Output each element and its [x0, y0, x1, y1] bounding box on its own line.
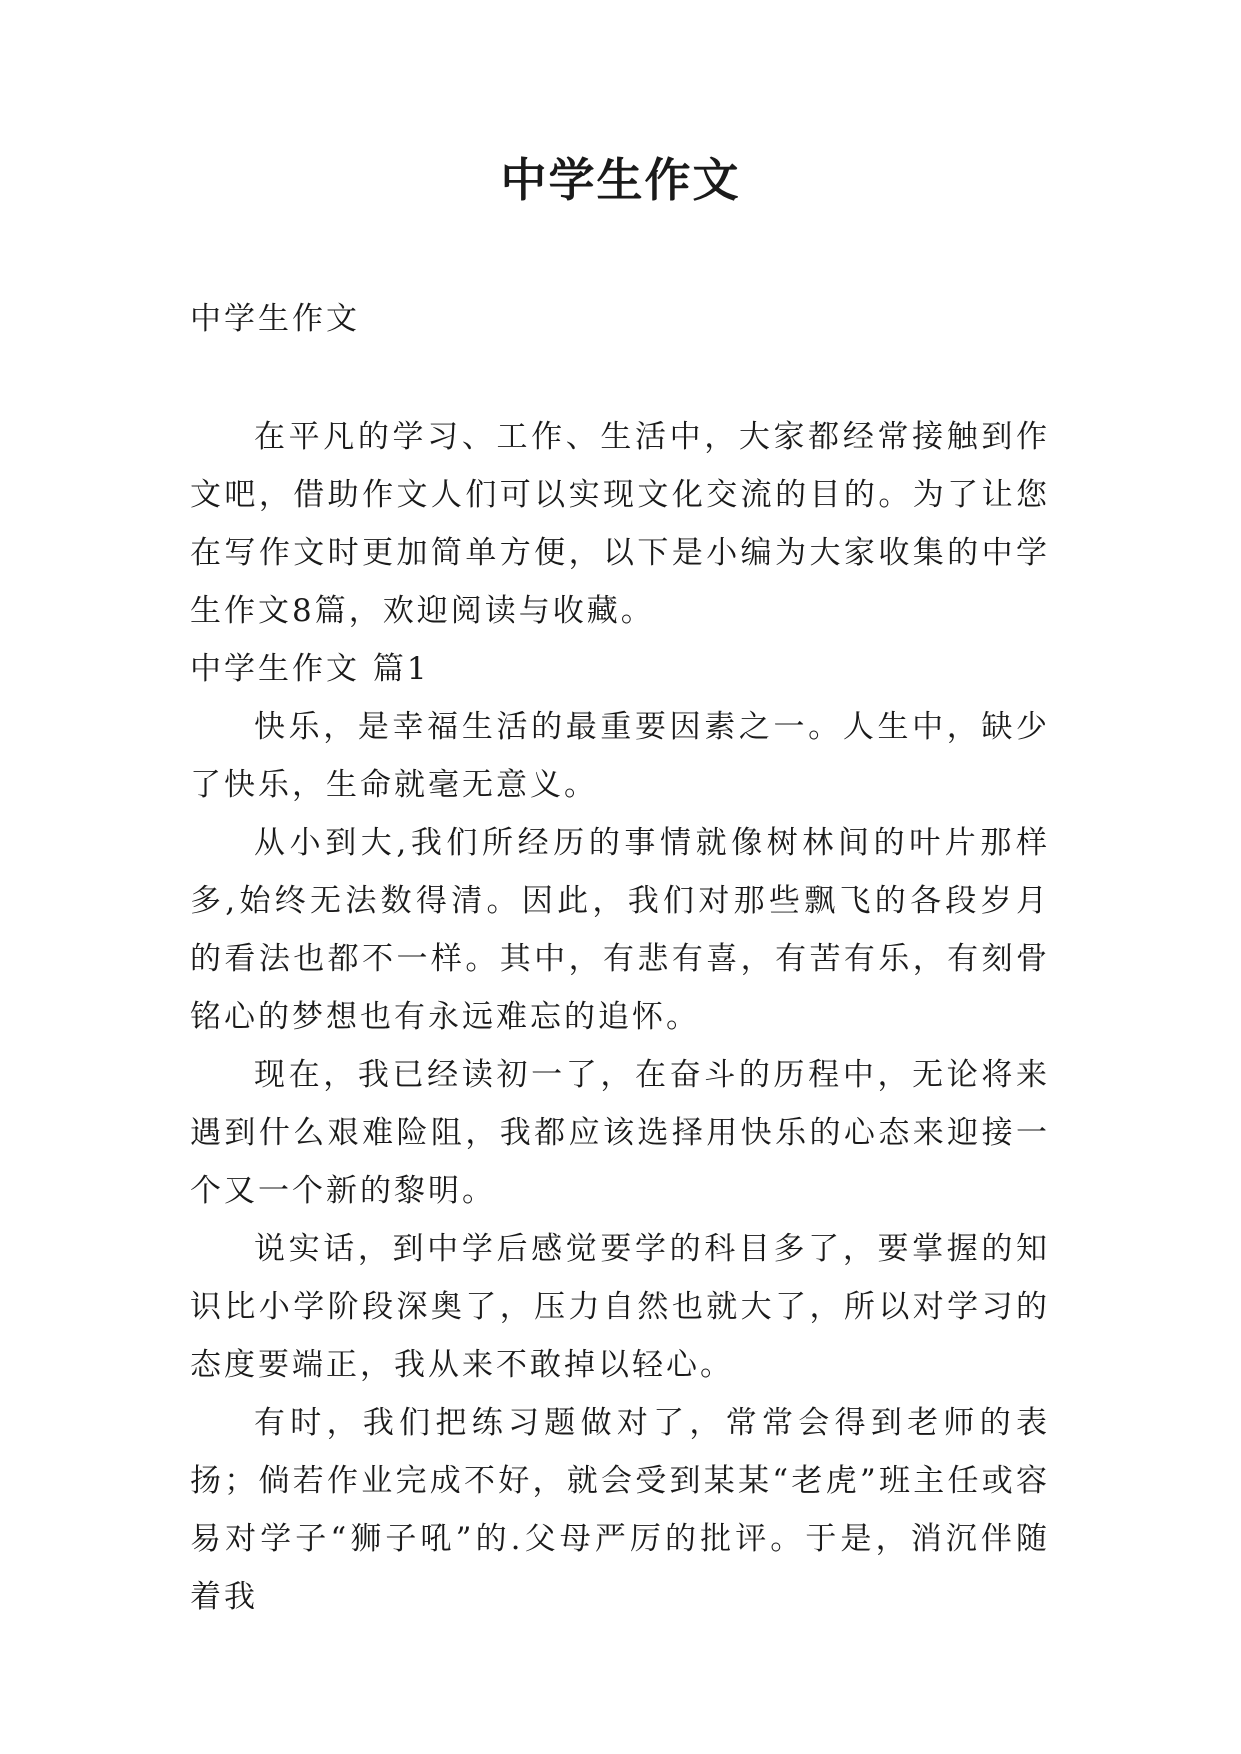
document-subtitle: 中学生作文: [190, 301, 360, 337]
body-paragraph: 说实话，到中学后感觉要学的科目多了，要掌握的知识比小学阶段深奥了，压力自然也就大了，所以对学习的态度要端正，我从来不敢掉以轻心。: [190, 1231, 1050, 1383]
intro-paragraph: 在平凡的学习、工作、生活中，大家都经常接触到作文吧，借助作文人们可以实现文化交流的目的。为了让您在写作文时更加简单方便，以下是小编为大家收集的中学生作文8篇，欢迎阅读与收藏。: [190, 419, 1050, 629]
section-heading: 中学生作文 篇1: [190, 651, 430, 687]
body-paragraph: 现在，我已经读初一了，在奋斗的历程中，无论将来遇到什么艰难险阻，我都应该选择用快乐的心态来迎接一个又一个新的黎明。: [190, 1057, 1050, 1209]
body-paragraph: 从小到大,我们所经历的事情就像树林间的叶片那样多,始终无法数得清。因此，我们对那些飘飞的各段岁月的看法也都不一样。其中，有悲有喜，有苦有乐，有刻骨铭心的梦想也有永远难忘的追怀。: [190, 825, 1050, 1035]
body-paragraph: 有时，我们把练习题做对了，常常会得到老师的表扬；倘若作业完成不好，就会受到某某“老虎”班主任或容易对学子“狮子吼”的.父母严厉的批评。于是，消沉伴随着我: [190, 1405, 1050, 1615]
document-title: 中学生作文: [500, 153, 741, 207]
body-paragraph: 快乐，是幸福生活的最重要因素之一。人生中，缺少了快乐，生命就毫无意义。: [190, 709, 1050, 803]
document-body: [190, 290, 1050, 1626]
